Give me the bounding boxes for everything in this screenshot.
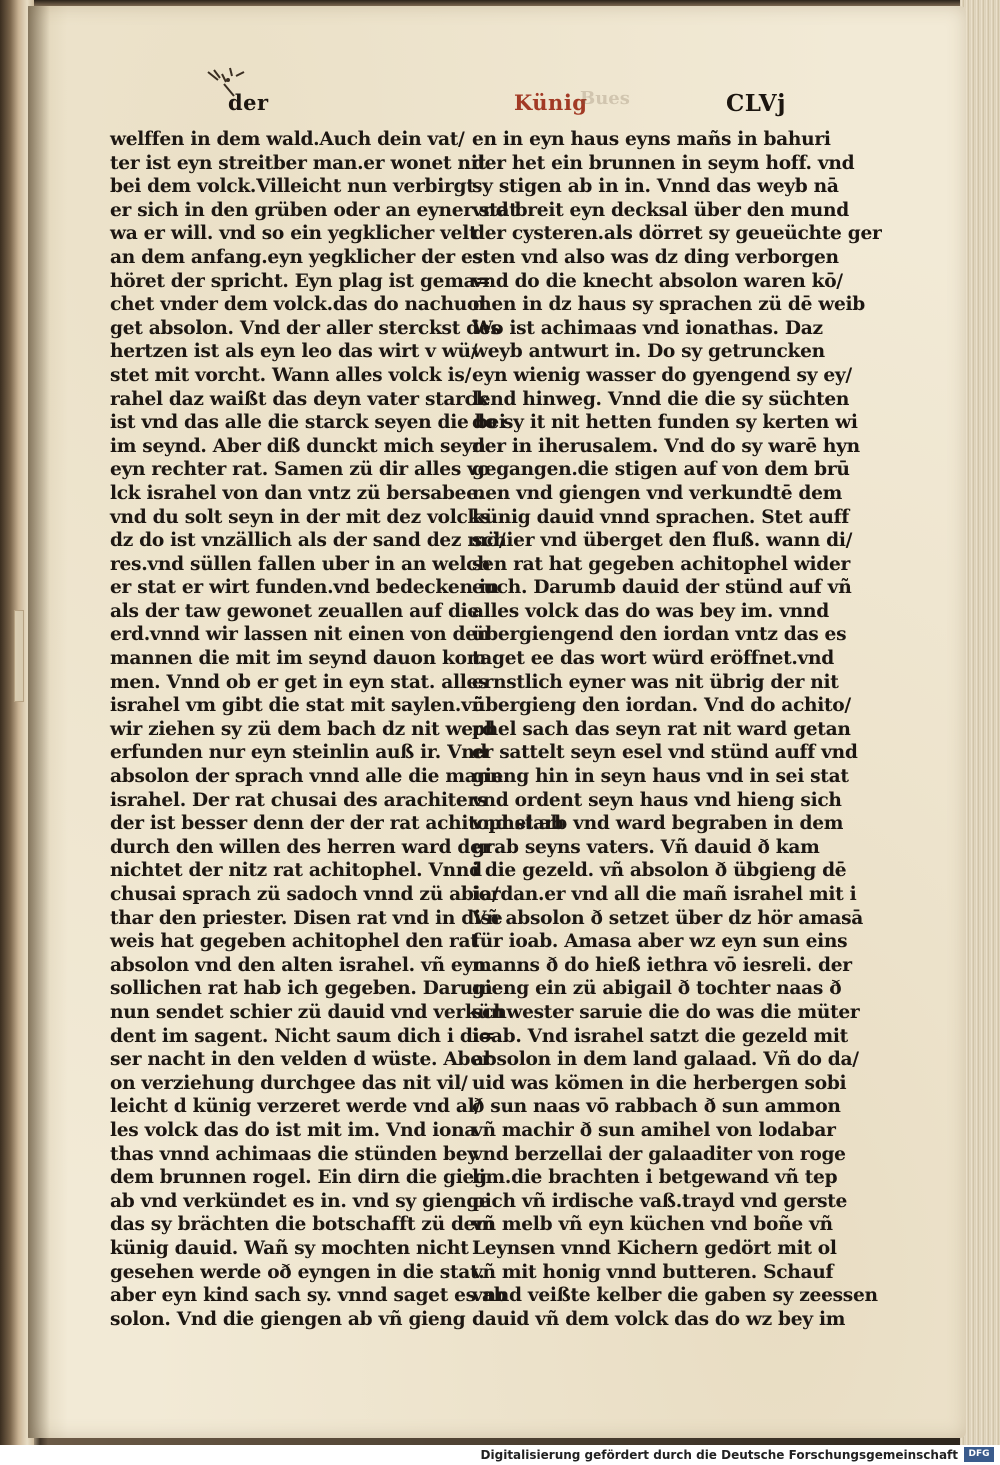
text-line: weyb antwurt in. Do sy getruncken: [472, 341, 825, 363]
gutter-shadow: [28, 6, 50, 1438]
text-line: men. Vnnd ob er get in eyn stat. alles: [110, 671, 489, 693]
text-line: taget ee das wort würd eröffnet.vnd: [472, 648, 834, 670]
text-line: i die gezeld. vñ absolon ð übgieng dē: [472, 860, 847, 882]
text-line: do sy it nit hetten funden sy kerten wi: [472, 412, 858, 434]
text-line: gegangen.die stigen auf von dem brū: [472, 459, 850, 481]
text-line: lim.die brachten i betgewand vñ tep: [472, 1167, 838, 1189]
text-line: Leynsen vnnd Kichern gedört mit ol: [472, 1237, 837, 1259]
text-line: vnd berzellai der galaaditer von roge: [472, 1143, 846, 1165]
text-line: ab vnd verkündet es in. vnd sy gienge: [110, 1190, 491, 1212]
text-line: lend hinweg. Vnnd die die sy süchten: [472, 388, 850, 410]
text-line: uid was kömen in die herbergen sobi: [472, 1072, 847, 1094]
text-line: vñ mit honig vnnd butteren. Schauf: [472, 1261, 834, 1283]
text-line: absolon der sprach vnnd alle die mann: [110, 766, 503, 788]
text-line: vnd starb vnd ward begraben in dem: [472, 813, 844, 835]
text-line: eyn rechter rat. Samen zü dir alles vo: [110, 459, 490, 481]
text-line: sollichen rat hab ich gegeben. Darum: [110, 978, 493, 1000]
text-line: get absolon. Vnd der aller sterckst des: [110, 317, 501, 339]
text-line: gieng ein zü abigail ð tochter naas ð: [472, 978, 842, 1000]
text-line: erfunden nur eyn steinlin auß ir. Vnd: [110, 742, 488, 764]
text-line: solon. Vnd die giengen ab vñ gieng: [110, 1308, 466, 1330]
text-line: alles volck das do was bey im. vnnd: [472, 600, 829, 622]
text-line: en in eyn haus eyns mañs in bahuri: [472, 129, 831, 150]
text-line: chet vnder dem volck.das do nachuol: [110, 294, 486, 316]
text-line: israhel vm gibt die stat mit saylen.vñ: [110, 695, 485, 717]
text-line: nen vnd giengen vnd verkundtē dem: [472, 482, 843, 504]
text-line: als der taw gewonet zeuallen auf die: [110, 600, 479, 622]
text-line: sten vnd also was dz ding verborgen: [472, 246, 839, 268]
text-line: chusai sprach zü sadoch vnnd zü abia/: [110, 884, 499, 905]
text-line: stet mit vorcht. Wann alles volck is/: [110, 364, 472, 386]
text-line: er sich in den grüben oder an eyner stat: [110, 199, 518, 221]
text-line: weis hat gegeben achitophel den rat: [110, 931, 479, 953]
text-line: wir ziehen sy zü dem bach dz nit werd: [110, 718, 495, 740]
text-line: lck israhel von dan vntz zü bersabee.: [110, 482, 484, 504]
text-line: eyn wienig wasser do gyengend sy ey/: [472, 364, 852, 386]
text-line: hertzen ist als eyn leo das wirt v wü/: [110, 341, 478, 363]
text-line: absolon vnd den alten israhel. vñ eyn: [110, 954, 487, 976]
text-line: mannen die mit im seynd dauon kom: [110, 648, 487, 670]
text-line: er stat er wirt funden.vnd bedecken in: [110, 577, 499, 599]
text-line: nun sendet schier zü dauid vnd verkün: [110, 1001, 504, 1023]
text-line: iordan.er vnd all die mañ israhel mit i: [472, 884, 857, 905]
text-line: dent im sagent. Nicht saum dich i di=: [110, 1025, 495, 1047]
running-head-left: der: [228, 90, 269, 115]
text-line: schwester saruie die do was die müter: [472, 1001, 860, 1023]
paper-strip: [14, 610, 24, 702]
text-line: dem brunnen rogel. Ein dirn die gieg: [110, 1167, 487, 1189]
text-line: men in dz haus sy sprachen zü dē weib: [472, 294, 865, 316]
text-line: schier vnd überget den fluß. wann di/: [472, 530, 853, 552]
text-line: welffen in dem wald.Auch dein vat/: [110, 129, 465, 150]
text-line: Wo ist achimaas vnd ionathas. Daz: [472, 317, 823, 339]
text-line: thas vnnd achimaas die stünden bey: [110, 1143, 478, 1165]
text-line: der in iherusalem. Vnd do sy warē hyn: [472, 435, 860, 457]
folio-number: CLVj: [726, 90, 786, 117]
text-line: er sattelt seyn esel vnd stünd auff vnd: [472, 742, 858, 764]
text-line: on verziehung durchgee das nit vil/: [110, 1072, 468, 1094]
text-line: durch den willen des herren ward der: [110, 836, 492, 858]
running-head-center: Künig: [514, 90, 588, 115]
text-line: grab seyns vaters. Vñ dauid ð kam: [472, 836, 820, 858]
text-line: vñ machir ð sun amihel von lodabar: [472, 1119, 836, 1141]
text-line: übergiengend den iordan vntz das es: [472, 624, 847, 646]
text-line: ernstlich eyner was nit übrig der nit: [472, 671, 839, 693]
text-line: sen rat hat gegeben achitophel wider: [472, 553, 851, 575]
text-line: les volck das do ist mit im. Vnd iona: [110, 1119, 477, 1141]
text-line: für ioab. Amasa aber wz eyn sun eins: [472, 931, 848, 953]
text-line: vnd ordent seyn haus vnd hieng sich: [472, 789, 842, 811]
text-line: aber eyn kind sach sy. vnnd saget es ab: [110, 1285, 507, 1307]
text-column-right: [472, 128, 882, 1331]
text-line: das sy brächten die botschafft zü dem: [110, 1214, 495, 1236]
text-line: res.vnd süllen fallen uber in an welch: [110, 553, 491, 575]
text-line: vnnd veißte kelber die gaben sy zeessen: [472, 1285, 878, 1307]
text-line: vnd breit eyn decksal über den mund: [472, 199, 849, 221]
text-line: rahel daz waißt das deyn vater starck: [110, 388, 489, 410]
page-stack-edge: [960, 0, 1000, 1445]
text-line: israhel. Der rat chusai des arachiters: [110, 789, 488, 811]
dfg-logo: DFG: [964, 1447, 994, 1462]
text-line: phel sach das seyn rat nit ward getan: [472, 718, 851, 740]
text-line: der ist besser denn der der rat achitophel.ab: [110, 813, 564, 835]
text-line: künig dauid. Wañ sy mochten nicht: [110, 1237, 469, 1259]
text-line: absolon in dem land galaad. Vñ do da/: [472, 1049, 859, 1071]
text-line: dz do ist vnzällich als der sand dez mö/: [110, 530, 506, 552]
text-line: ð sun naas vō rabbach ð sun ammon: [472, 1096, 841, 1118]
text-line: pich vñ irdische vaß.trayd vnd gerste: [472, 1190, 848, 1212]
show-through-text: Bues: [580, 88, 630, 109]
text-line: im seynd. Aber diß dunckt mich seyn: [110, 435, 486, 457]
text-line: sy stigen ab in in. Vnnd das weyb nā: [472, 176, 839, 198]
text-line: übergieng den iordan. Vnd do achito/: [472, 695, 851, 717]
text-line: ter ist eyn streitber man.er wonet nit: [110, 152, 486, 174]
text-line: bei dem volck.Villeicht nun verbirgt: [110, 176, 475, 198]
text-column-left: [110, 128, 564, 1331]
text-line: leicht d künig verzeret werde vnd al/: [110, 1096, 481, 1118]
text-line: vnd do die knecht absolon waren kō/: [472, 270, 843, 292]
text-line: manns ð do hieß iethra vō iesreli. der: [472, 954, 852, 976]
text-line: vñ melb vñ eyn küchen vnd boñe vñ: [472, 1214, 833, 1236]
text-line: gesehen werde oð eyngen in die stat.: [110, 1261, 485, 1283]
text-line: nichtet der nitz rat achitophel. Vnnd: [110, 860, 482, 882]
text-line: ser nacht in den velden d wüste. Aber: [110, 1049, 492, 1071]
text-line: Vñ absolon ð setzet über dz hör amasā: [472, 907, 864, 929]
text-line: ist vnd das alle die starck seyen die bei: [110, 412, 506, 434]
text-line: gieng hin in seyn haus vnd in sei stat: [472, 766, 849, 788]
text-line: ioab. Vnd israhel satzt die gezeld mit: [472, 1025, 848, 1047]
text-line: der cysteren.als dörret sy geueüchte ger: [472, 223, 882, 245]
text-line: höret der spricht. Eyn plag ist gema=: [110, 270, 491, 292]
text-line: an dem anfang.eyn yegklicher der es: [110, 246, 483, 268]
text-line: euch. Darumb dauid der stünd auf vñ: [472, 577, 852, 599]
text-line: dauid vñ dem volck das do wz bey im: [472, 1308, 846, 1330]
text-line: wa er will. vnd so ein yegklicher velt: [110, 223, 478, 245]
text-line: thar den priester. Disen rat vnd in dise: [110, 907, 503, 929]
footer-credit: Digitalisierung gefördert durch die Deutsche Forschungsgemeinschaft: [480, 1448, 958, 1462]
text-line: erd.vnnd wir lassen nit einen von den: [110, 624, 490, 646]
text-line: der het ein brunnen in seym hoff. vnd: [472, 152, 855, 174]
text-line: künig dauid vnnd sprachen. Stet auff: [472, 506, 849, 528]
text-line: vnd du solt seyn in der mit dez volcks: [110, 506, 491, 528]
